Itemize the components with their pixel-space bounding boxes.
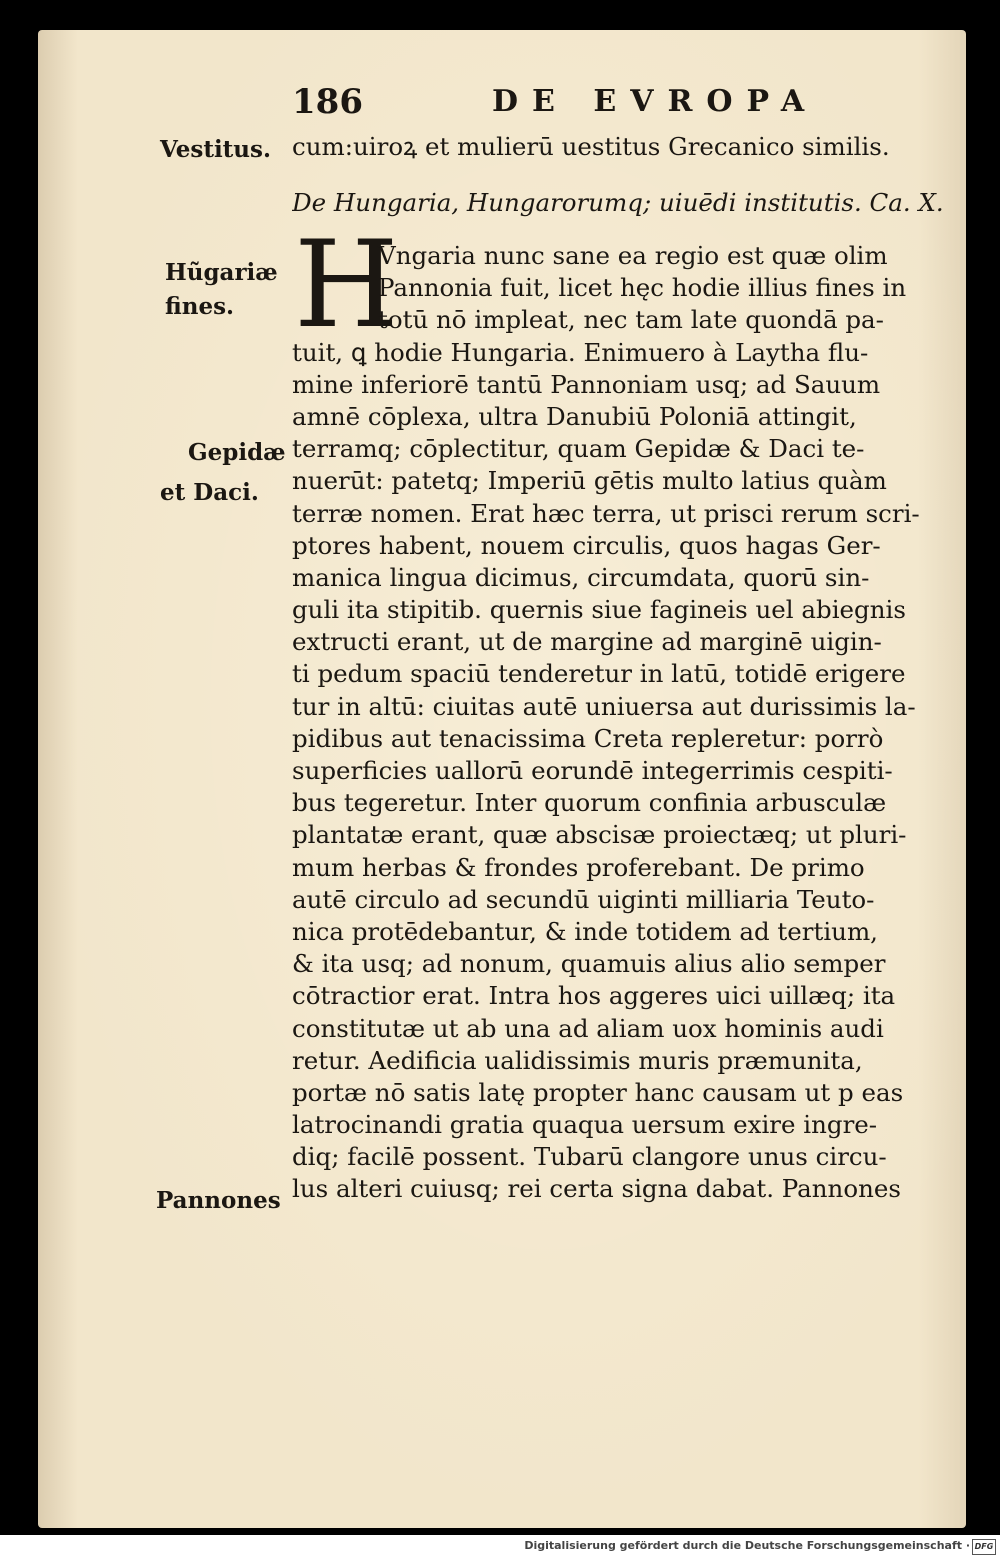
text-line: plantatæ erant, quæ abscisæ proiectæq; ut pluri-: [292, 820, 907, 850]
text-line: bus tegeretur. Inter quorum confinia arbusculæ: [292, 788, 887, 818]
text-line: extructi erant, ut de margine ad marginē uigin-: [292, 627, 882, 657]
text-line: diq; facilē possent. Tubarū clangore unus circu-: [292, 1142, 887, 1172]
text-line: guli ita stipitib. quernis siue fagineis uel abiegnis: [292, 595, 906, 625]
text-line: constitutæ ut ab una ad aliam uox hominis audi: [292, 1013, 884, 1043]
text-line: ti pedum spaciū tenderetur in latū, totidē erigere: [292, 659, 906, 689]
page-number: 186: [292, 82, 363, 122]
margin-note-pannones: Pannones: [156, 1187, 281, 1214]
text-line: tuit, ꝗ hodie Hungaria. Enimuero à Laytha flu-: [292, 337, 869, 367]
text-line: amnē cōplexa, ultra Danubiū Poloniā attingit,: [292, 401, 857, 431]
text-line: nuerūt: patetq; Imperiū gētis multo latius quàm: [292, 466, 887, 496]
text-line: portæ nō satis latę propter hanc causam ut p eas: [292, 1077, 904, 1107]
text-line: mine inferiorē tantū Pannoniam usq; ad Sauum: [292, 369, 881, 399]
text-line: Pannonia fuit, licet hęc hodie illius fines in: [378, 273, 907, 303]
running-title: DE EVROPA: [492, 84, 819, 119]
drop-cap-initial: H: [294, 216, 399, 355]
body-text: [292, 216, 952, 1206]
text-line: retur. Aedificia ualidissimis muris præmunita,: [292, 1045, 863, 1075]
page-header: [292, 82, 852, 122]
text-line: manica lingua dicimus, circumdata, quorū sin-: [292, 562, 870, 592]
margin-note-fines: fines.: [165, 293, 235, 320]
text-line: latrocinandi gratia quaqua uersum exire ingre-: [292, 1110, 878, 1140]
text-line: cōtractior erat. Intra hos aggeres uici uillæq; ita: [292, 981, 896, 1011]
margin-note-hungariae: Hũgariæ: [165, 259, 278, 286]
first-line-block: [292, 130, 952, 164]
chapter-heading: De Hungaria, Hungarorumq; uiuēdi institutis. Ca. X.: [292, 188, 944, 217]
funding-credit: Digitalisierung gefördert durch die Deutsche Forschungsgemeinschaft ·: [524, 1539, 970, 1552]
text-line: Vngaria nunc sane ea regio est quæ olim: [378, 241, 888, 270]
text-line: lus alteri cuiusq; rei certa signa dabat. Pannones: [292, 1174, 901, 1204]
text-line: terræ nomen. Erat hæc terra, ut prisci rerum scri-: [292, 498, 920, 528]
footer-bar: [0, 1535, 1000, 1559]
margin-note-gepidae: Gepidæ: [188, 439, 286, 466]
text-line: totū nō impleat, nec tam late quondā pa-: [378, 305, 884, 335]
text-line: mum herbas & frondes proferebant. De primo: [292, 852, 865, 882]
text-line: superficies uallorū eorundē integerrimis cespiti-: [292, 756, 893, 785]
margin-note-daci: et Daci.: [160, 479, 259, 506]
text-line: pidibus aut tenacissima Creta repleretur: porrò: [292, 723, 884, 753]
dfg-logo: DFG: [972, 1539, 996, 1555]
text-line: tur in altū: ciuitas autē uniuersa aut durissimis la-: [292, 691, 916, 721]
text-line: autē circulo ad secundū uiginti milliaria Teuto-: [292, 884, 875, 914]
text-line: & ita usq; ad nonum, quamuis alius alio semper: [292, 949, 886, 979]
text-line: ptores habent, nouem circulis, quos hagas Ger-: [292, 530, 881, 560]
text-line: terramq; cōplectitur, quam Gepidæ & Daci te-: [292, 434, 865, 464]
margin-note-vestitus: Vestitus.: [160, 136, 271, 163]
text-line: cum:uiroꝝ et mulierū uestitus Grecanico similis.: [292, 132, 890, 161]
text-line: nica protēdebantur, & inde totidem ad tertium,: [292, 916, 878, 946]
